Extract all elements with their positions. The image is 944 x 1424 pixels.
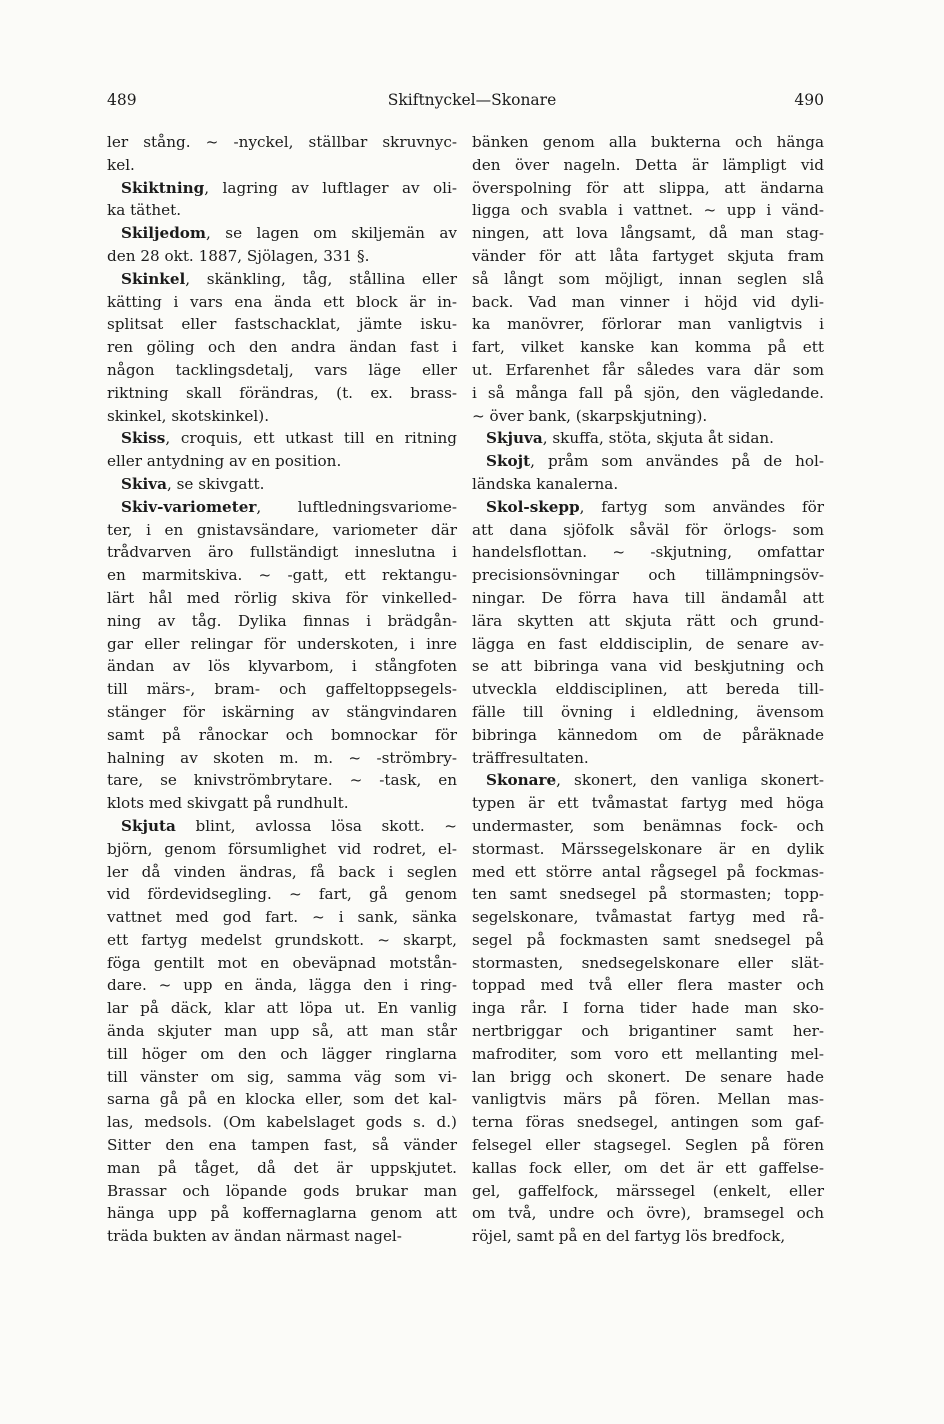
text-line: Skjuva, skuffa, stöta, skjuta åt sidan. [486, 429, 774, 448]
text-line: skinkel, skotskinkel). [107, 406, 270, 425]
text-line: lar på däck, klar att löpa ut. En vanlig [107, 999, 457, 1018]
text-line: med ett större antal rågsegel på fockmas- [472, 862, 824, 881]
dictionary-entry [107, 815, 457, 1248]
text-line: Skiss, croquis, ett utkast till en ritning [121, 429, 457, 448]
text-line: halning av skoten m. m. ~ -strömbry- [107, 748, 457, 767]
text-line: se att bibringa vana vid beskjutning och [472, 657, 824, 676]
text-line: undermaster, som benämnas fock- och [472, 816, 824, 835]
text-line: röjel, samt på en del fartyg lös bredfock, [472, 1227, 786, 1246]
text-line: ten samt snedsegel på stormasten; topp- [472, 885, 824, 904]
dictionary-entry [107, 131, 457, 177]
text-line: den 28 okt. 1887, Sjölagen, 331 §. [107, 246, 370, 265]
text-line: typen är ett tvåmastat fartyg med höga [472, 794, 824, 813]
left-column [107, 131, 457, 1248]
text-line: Skonare, skonert, den vanliga skonert- [486, 771, 824, 790]
headword: Skjuva [486, 429, 543, 448]
text-line: gel, gaffelfock, märssegel (enkelt, eller [472, 1181, 824, 1200]
text-line: gar eller relingar för underskoten, i inre [107, 634, 457, 653]
text-line: att dana sjöfolk såväl för örlogs- som [472, 520, 824, 539]
text-line: vid fördevidsegling. ~ fart, gå genom [107, 885, 457, 904]
dictionary-entry [107, 473, 457, 496]
text-line: stormasten, snedsegelskonare eller slät- [472, 953, 824, 972]
text-line: vanligtvis märs på fören. Mellan mas- [472, 1090, 824, 1109]
text-line: trådvarven äro fullständigt inneslutna i [107, 543, 457, 562]
text-line: back. Vad man vinner i höjd vid dyli- [472, 292, 824, 311]
text-line: den över nageln. Detta är lämpligt vid [472, 155, 824, 174]
text-line: handelsflottan. ~ -skjutning, omfattar [472, 543, 824, 562]
text-line: felsegel eller stagsegel. Seglen på fören [472, 1136, 824, 1155]
text-line: precisionsövningar och tillämpningsöv- [472, 566, 824, 585]
text-line: Skiktning, lagring av luftlager av oli- [121, 178, 457, 197]
dictionary-entry [472, 131, 824, 427]
text-line: vänder för att låta fartyget skjuta fram [472, 246, 824, 265]
page-number-right: 490 [794, 91, 824, 109]
text-line: man på tåget, då det är uppskjutet. [107, 1158, 457, 1177]
text-line: eller antydning av en position. [107, 452, 342, 471]
dictionary-entry [472, 427, 824, 450]
text-line: splitsat eller fastschacklat, jämte isku- [107, 315, 457, 334]
text-line: till höger om den och lägger ringlarna [107, 1044, 457, 1063]
text-line: överspolning för att slippa, att ändarna [472, 178, 824, 197]
text-line: Sitter den ena tampen fast, så vänder [107, 1136, 457, 1155]
text-line: hänga upp på koffernaglarna genom att [107, 1204, 457, 1223]
dictionary-entry [107, 268, 457, 428]
text-line: stänger för iskärning av stängvindaren [107, 702, 457, 721]
text-line: en marmitskiva. ~ -gatt, ett rektangu- [107, 566, 457, 585]
text-line: ändan av lös klyvarbom, i stångfoten [107, 657, 457, 676]
text-line: träffresultaten. [472, 748, 589, 767]
dictionary-entry [107, 177, 457, 223]
text-line: bänken genom alla bukterna och hänga [472, 133, 824, 151]
text-line: mafroditer, som voro ett mellanting mel- [472, 1044, 824, 1063]
headword: Skiktning [121, 178, 205, 197]
text-line: någon tacklingsdetalj, vars läge eller [107, 360, 457, 379]
text-line: träda bukten av ändan närmast nagel- [107, 1227, 402, 1246]
text-line: till märs-, bram- och gaffeltoppsegels- [107, 680, 457, 699]
text-line: sarna gå på en klocka eller, som det kal- [107, 1090, 457, 1109]
text-line: terna föras snedsegel, antingen som gaf- [472, 1113, 824, 1132]
text-line: lägga en fast elddisciplin, de senare av- [472, 634, 824, 653]
headword: Skonare [486, 771, 557, 790]
text-line: till vänster om sig, samma väg som vi- [107, 1067, 457, 1086]
text-line: ländska kanalerna. [472, 474, 619, 493]
text-line: las, medsols. (Om kabelslaget gods s. d.) [107, 1113, 457, 1132]
text-line: samt på rånockar och bomnockar för [107, 725, 457, 744]
text-line: ett fartyg medelst grundskott. ~ skarpt, [107, 930, 457, 949]
headword: Skojt [486, 452, 531, 471]
text-line: vattnet med god fart. ~ i sank, sänka [107, 908, 457, 927]
text-line: kel. [107, 155, 135, 174]
text-line: lärt hål med rörlig skiva för vinkelled- [107, 588, 457, 607]
text-line: ren göling och den andra ändan fast i [107, 338, 457, 357]
text-line: ler då vinden ändras, få back i seglen [107, 862, 457, 881]
text-line: föga gentilt mot en obeväpnad motstån- [107, 953, 457, 972]
text-line: Skiva, se skivgatt. [121, 474, 265, 493]
text-line: inga rår. I forna tider hade man sko- [472, 999, 824, 1018]
text-line: bibringa kännedom om de påräknade [472, 725, 824, 744]
dictionary-entry [472, 496, 824, 770]
text-line: Skjuta blint, avlossa lösa skott. ~ [121, 816, 457, 835]
text-line: segel på fockmasten samt snedsegel på [472, 930, 824, 949]
text-line: dare. ~ upp en ända, lägga den i ring- [107, 976, 457, 995]
text-line: riktning skall förändras, (t. ex. brass- [107, 383, 457, 402]
text-line: ning av tåg. Dylika finnas i brädgån- [107, 611, 457, 630]
text-line: ka täthet. [107, 201, 182, 220]
page-header [0, 91, 944, 115]
headword: Skinkel [121, 269, 186, 288]
headword: Skiv-variometer [121, 497, 257, 516]
text-line: Skinkel, skänkling, tåg, stållina eller [121, 269, 457, 288]
text-line: Skol-skepp, fartyg som användes för [486, 497, 824, 516]
dictionary-entry [107, 427, 457, 473]
text-line: ut. Erfarenhet får således vara där som [472, 360, 824, 379]
text-line: klots med skivgatt på rundhult. [107, 794, 349, 813]
text-line: kallas fock eller, om det är ett gaffelse- [472, 1158, 824, 1177]
text-line: ningen, att lova långsamt, då man stag- [472, 224, 824, 243]
text-line: utveckla elddisciplinen, att bereda till- [472, 680, 824, 699]
text-line: om två, undre och övre), bramsegel och [472, 1204, 824, 1223]
headword: Skiva [121, 474, 167, 493]
text-line: kätting i vars ena ända ett block är in- [107, 292, 457, 311]
page-number-left: 489 [107, 91, 137, 109]
text-line: ka manövrer, förlorar man vanligtvis i [472, 315, 824, 334]
text-line: Skiljedom, se lagen om skiljemän av [121, 224, 457, 243]
dictionary-entry [107, 222, 457, 268]
running-title: Skiftnyckel—Skonare [387, 91, 557, 109]
text-line: ler stång. ~ -nyckel, ställbar skruvnyc- [107, 133, 457, 151]
dictionary-entry [107, 496, 457, 815]
text-line: lära skytten att skjuta rätt och grund- [472, 611, 824, 630]
headword: Skol-skepp [486, 497, 580, 516]
dictionary-entry [472, 450, 824, 496]
text-line: stormast. Märssegelskonare är en dylik [472, 839, 824, 858]
text-line: ningar. De förra hava till ändamål att [472, 588, 824, 607]
text-line: björn, genom försumlighet vid rodret, el- [107, 839, 457, 858]
text-line: Skiv-variometer, luftledningsvariome- [121, 497, 457, 516]
text-line: nertbriggar och brigantiner samt her- [472, 1022, 824, 1041]
text-line: ~ över bank, (skarpskjutning). [472, 406, 708, 425]
text-line: Skojt, pråm som användes på de hol- [486, 452, 824, 471]
text-line: i så många fall på sjön, den vägledande. [472, 383, 824, 402]
text-line: ter, i en gnistavsändare, variometer där [107, 520, 457, 539]
right-column [472, 131, 824, 1248]
text-line: segelskonare, tvåmastat fartyg med rå- [472, 908, 824, 927]
text-line: lan brigg och skonert. De senare hade [472, 1067, 824, 1086]
text-line: ligga och svabla i vattnet. ~ upp i vänd- [472, 201, 824, 220]
text-line: ända skjuter man upp så, att man står [107, 1022, 457, 1041]
text-line: fälle till övning i eldledning, ävensom [472, 702, 824, 721]
dictionary-entry [472, 769, 824, 1248]
headword: Skjuta [121, 816, 176, 835]
headword: Skiljedom [121, 224, 207, 243]
headword: Skiss [121, 429, 166, 448]
text-line: Brassar och löpande gods brukar man [107, 1181, 457, 1200]
text-line: tare, se knivströmbrytare. ~ -task, en [107, 771, 457, 790]
text-line: toppad med två eller flera master och [472, 976, 824, 995]
text-line: fart, vilket kanske kan komma på ett [472, 338, 824, 357]
text-line: så långt som möjligt, innan seglen slå [472, 269, 824, 288]
